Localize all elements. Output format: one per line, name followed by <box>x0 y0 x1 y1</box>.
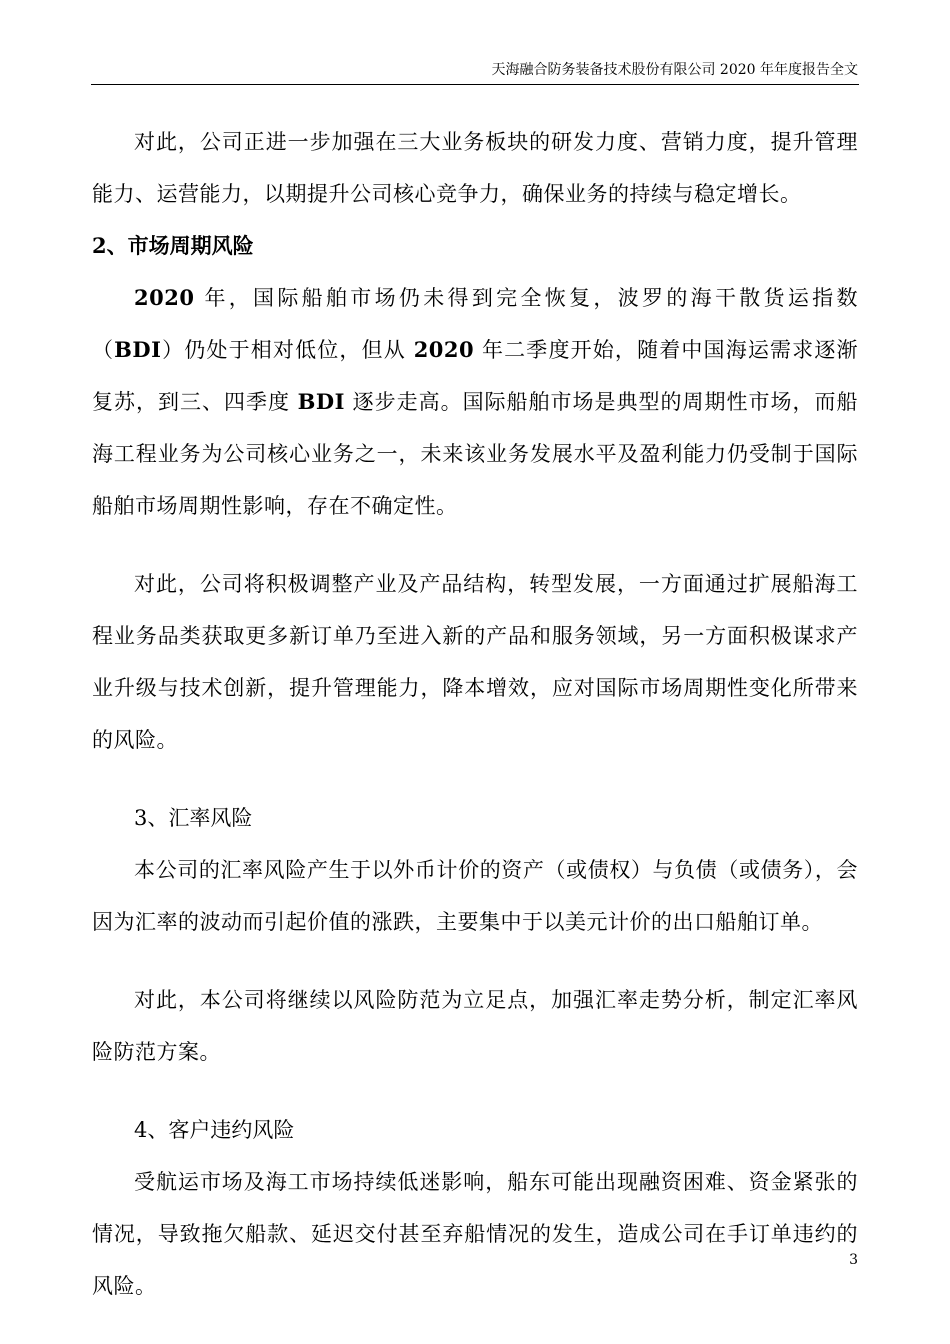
text-segment: 年，国际船舶市场仍未得到完全恢复，波罗的海干散货运指数（ <box>92 286 858 362</box>
text-segment: 年二季度开始，随着中国海运需求逐渐复苏，到三、四季度 <box>92 338 858 414</box>
section-heading-exchange-rate-risk: 3、汇率风险 <box>134 806 253 830</box>
bdi-abbrev: BDI <box>297 389 345 414</box>
section-heading-market-cycle-risk: 2、市场周期风险 <box>92 233 254 258</box>
year-2020: 2020 <box>134 285 195 310</box>
running-header: 天海融合防务装备技术股份有限公司 2020 年年度报告全文 <box>491 62 858 78</box>
paragraph-countermeasure-1: 对此，公司正进一步加强在三大业务板块的研发力度、营销力度，提升管理能力、运营能力，以期提升公司核心竞争力，确保业务的持续与稳定增长。 <box>92 130 858 206</box>
text-segment: ）仍处于相对低位，但从 <box>161 338 414 362</box>
bdi-abbrev: BDI <box>114 337 162 362</box>
paragraph-countermeasure-3: 对此，本公司将继续以风险防范为立足点，加强汇率走势分析，制定汇率风险防范方案。 <box>92 988 858 1064</box>
year-2020: 2020 <box>413 337 475 362</box>
paragraph-market-cycle <box>92 272 858 532</box>
paragraph-customer-default: 受航运市场及海工市场持续低迷影响，船东可能出现融资困难、资金紧张的情况，导致拖欠船款、延迟交付甚至弃船情况的发生，造成公司在手订单违约的风险。 <box>92 1170 858 1298</box>
text-segment: 逐步走高。国际船舶市场是典型的周期性市场，而船海工程业务为公司核心业务之一，未来该业务发展水平及盈利能力仍受制于国际船舶市场周期性影响，存在不确定性。 <box>92 390 858 518</box>
section-heading-customer-default-risk: 4、客户违约风险 <box>134 1118 295 1142</box>
paragraph-exchange-rate: 本公司的汇率风险产生于以外币计价的资产（或债权）与负债（或债务），会因为汇率的波动而引起价值的涨跌，主要集中于以美元计价的出口船舶订单。 <box>92 858 858 934</box>
header-rule <box>91 84 859 85</box>
paragraph-countermeasure-2: 对此，公司将积极调整产业及产品结构，转型发展，一方面通过扩展船海工程业务品类获取更多新订单乃至进入新的产品和服务领域，另一方面积极谋求产业升级与技术创新，提升管理能力，降本增效，应对国际市场周期性变化所带来的风险。 <box>92 572 858 752</box>
document-body <box>92 116 858 1338</box>
page-number: 3 <box>849 1252 858 1268</box>
